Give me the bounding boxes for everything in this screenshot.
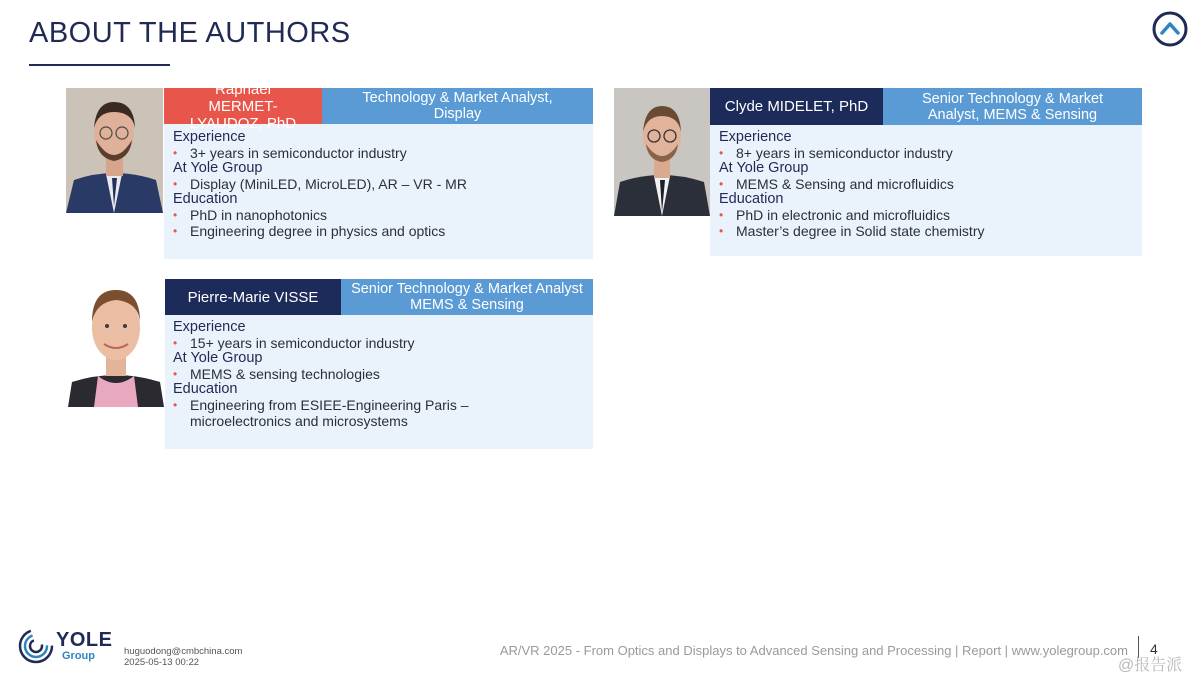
author-role-1: Technology & Market Analyst, Display bbox=[322, 88, 593, 124]
title-underline bbox=[29, 64, 170, 66]
portrait-illustration bbox=[68, 278, 164, 407]
author-name-2: Clyde MIDELET, PhD bbox=[710, 88, 883, 125]
list-item: • Display (MiniLED, MicroLED), AR – VR - MR bbox=[173, 177, 588, 193]
list-item: • PhD in electronic and microfluidics bbox=[719, 208, 1137, 224]
education-heading: Education bbox=[173, 191, 238, 208]
list-item: • Engineering degree in physics and optics bbox=[173, 224, 588, 240]
list-item: • Engineering from ESIEE-Engineering Paris – microelectronics and microsystems bbox=[173, 398, 510, 429]
yole-swirl-icon bbox=[18, 628, 54, 664]
list-item: • PhD in nanophotonics bbox=[173, 208, 588, 224]
author-name-1: Raphaël MERMET-LYAUDOZ, PhD bbox=[164, 88, 322, 124]
watermark: @报告派 bbox=[1118, 657, 1183, 674]
education-heading: Education bbox=[719, 191, 784, 208]
list-item: • 15+ years in semiconductor industry bbox=[173, 336, 588, 352]
author-role-2: Senior Technology & Market Analyst, MEMS & Sensing bbox=[883, 88, 1142, 125]
page-title: ABOUT THE AUTHORS bbox=[29, 17, 351, 49]
timestamp: 2025-05-13 00:22 bbox=[124, 657, 200, 668]
experience-heading: Experience bbox=[173, 129, 246, 145]
home-chevron-circle-icon[interactable] bbox=[1152, 11, 1188, 47]
yole-heading: At Yole Group bbox=[173, 350, 263, 367]
author-name-3: Pierre-Marie VISSE bbox=[165, 279, 341, 315]
author-details-1 bbox=[173, 130, 588, 239]
list-item: • 8+ years in semiconductor industry bbox=[719, 146, 1137, 162]
author-photo-2 bbox=[614, 88, 710, 216]
report-footer: AR/VR 2025 - From Optics and Displays to Advanced Sensing and Processing | Report | www.yolegroup.com bbox=[499, 643, 1128, 658]
author-photo-3 bbox=[68, 278, 164, 407]
author-details-2 bbox=[719, 130, 1137, 239]
yole-heading: At Yole Group bbox=[719, 160, 809, 177]
yole-logo bbox=[18, 628, 118, 664]
experience-heading: Experience bbox=[173, 319, 246, 335]
download-stamp bbox=[124, 646, 242, 668]
portrait-illustration bbox=[614, 88, 710, 216]
list-item: • MEMS & Sensing and microfluidics bbox=[719, 177, 1137, 193]
logo-subtext: Group bbox=[62, 650, 95, 662]
list-item: • 3+ years in semiconductor industry bbox=[173, 146, 588, 162]
author-role-3: Senior Technology & Market Analyst MEMS & Sensing bbox=[341, 279, 593, 315]
page-number: 4 bbox=[1150, 641, 1158, 657]
yole-heading: At Yole Group bbox=[173, 160, 263, 177]
author-photo-1 bbox=[66, 88, 163, 213]
experience-heading: Experience bbox=[719, 129, 792, 145]
list-item: • MEMS & sensing technologies bbox=[173, 367, 588, 383]
list-item: • Master’s degree in Solid state chemistry bbox=[719, 224, 1137, 240]
logo-wordmark: YOLE bbox=[56, 629, 113, 651]
portrait-illustration bbox=[66, 88, 163, 213]
user-email: huguodong@cmbchina.com bbox=[124, 646, 243, 657]
education-heading: Education bbox=[173, 381, 238, 398]
author-details-3 bbox=[173, 320, 588, 429]
